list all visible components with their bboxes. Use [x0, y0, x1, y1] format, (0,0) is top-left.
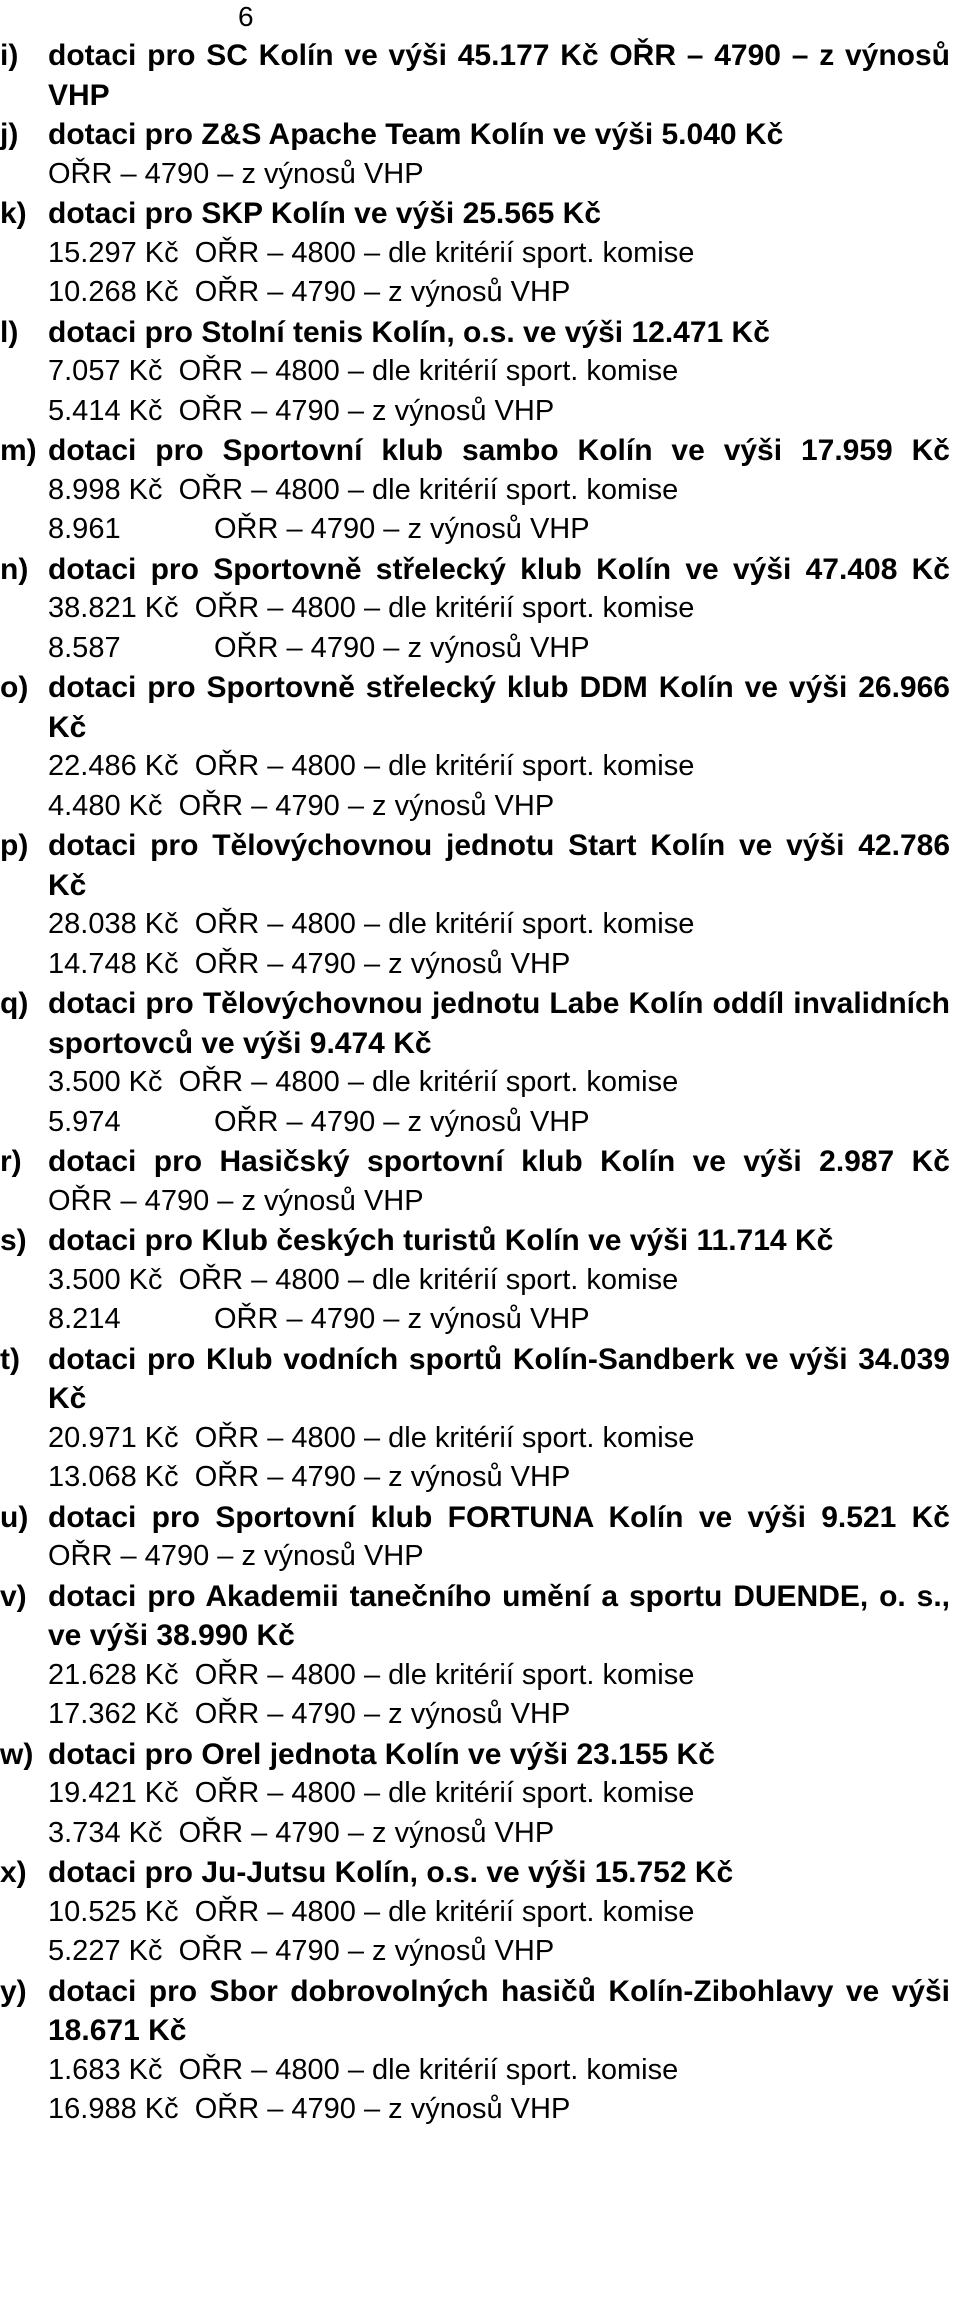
funding-line [0, 589, 960, 629]
funding-source: OŘR – 4790 – z výnosů VHP [194, 2093, 571, 2125]
funding-line [0, 1814, 960, 1854]
funding-source: OŘR – 4800 – dle kritérií sport. komise [178, 355, 679, 387]
funding-source: OŘR – 4800 – dle kritérií sport. komise [178, 2053, 679, 2086]
grant-heading [0, 1340, 960, 1419]
funding-line [0, 1458, 960, 1498]
grant-heading [0, 1221, 960, 1261]
grant-heading-text: dotaci pro Hasičský sportovní klub Kolín ve výši 2.987 Kč [48, 1145, 950, 1178]
grant-heading-text: dotaci pro Klub vodních sportů Kolín-Sandberk ve výši 34.039 Kč [48, 1342, 950, 1415]
funding-source: OŘR – 4790 – z výnosů VHP [194, 947, 571, 980]
funding-amount: 1.683 Kč [48, 2053, 163, 2086]
list-letter: o) [0, 671, 29, 704]
funding-source: OŘR – 4800 – dle kritérií sport. komise [178, 473, 679, 506]
grant-item [0, 1498, 960, 1577]
list-letter: q) [0, 987, 29, 1020]
funding-source: OŘR – 4800 – dle kritérií sport. komise [194, 1658, 695, 1691]
grant-heading-text: dotaci pro Stolní tenis Kolín, o.s. ve výši 12.471 Kč [48, 315, 770, 349]
grant-item [0, 1853, 960, 1972]
funding-line [0, 1695, 960, 1735]
grant-heading-text: dotaci pro Sportovně střelecký klub Kolín ve výši 47.408 Kč [48, 552, 950, 586]
grant-heading [0, 1498, 960, 1538]
funding-amount: 38.821 Kč [48, 592, 179, 624]
funding-line [0, 234, 960, 274]
funding-source: OŘR – 4790 – z výnosů VHP [178, 394, 555, 427]
grant-heading-text: dotaci pro Sportovní klub FORTUNA Kolín ve výši 9.521 Kč [48, 1500, 950, 1534]
funding-source: OŘR – 4790 – z výnosů VHP [48, 1184, 424, 1217]
grant-heading [0, 313, 960, 353]
funding-source: OŘR – 4790 – z výnosů VHP [178, 1935, 555, 1967]
grant-heading [0, 550, 960, 590]
grant-heading [0, 194, 960, 234]
list-letter: k) [0, 197, 27, 230]
grant-item [0, 115, 960, 194]
funding-amount: 15.297 Kč [48, 236, 179, 269]
funding-source: OŘR – 4790 – z výnosů VHP [214, 631, 590, 664]
funding-line [0, 945, 960, 985]
list-letter: l) [0, 315, 19, 349]
funding-amount: 20.971 Kč [48, 1421, 179, 1454]
funding-amount: 5.974 [48, 1105, 121, 1138]
funding-amount: 17.362 Kč [48, 1698, 179, 1730]
funding-source: OŘR – 4790 – z výnosů VHP [214, 1105, 590, 1138]
funding-amount: 21.628 Kč [48, 1658, 179, 1691]
grant-item [0, 194, 960, 313]
grant-heading [0, 36, 960, 115]
funding-line [0, 1300, 960, 1340]
funding-line [0, 155, 960, 195]
funding-source: OŘR – 4800 – dle kritérií sport. komise [178, 1263, 679, 1296]
grant-heading-text: dotaci pro Z&S Apache Team Kolín ve výši 5.040 Kč [48, 118, 784, 151]
grant-heading [0, 984, 960, 1063]
funding-amount: 14.748 Kč [48, 947, 179, 980]
funding-line [0, 352, 960, 392]
grant-heading [0, 668, 960, 747]
funding-line [0, 1182, 960, 1222]
funding-line [0, 1656, 960, 1696]
funding-line [0, 2051, 960, 2091]
list-letter: m) [0, 434, 37, 467]
list-letter: u) [0, 1500, 29, 1534]
grant-item [0, 1577, 960, 1735]
list-letter: x) [0, 1856, 27, 1889]
funding-line [0, 629, 960, 669]
funding-amount: 7.057 Kč [48, 355, 163, 387]
grant-item [0, 1972, 960, 2130]
funding-source: OŘR – 4790 – z výnosů VHP [194, 1461, 571, 1493]
grant-item [0, 668, 960, 826]
funding-line [0, 392, 960, 432]
grant-item [0, 1735, 960, 1854]
grant-item [0, 313, 960, 432]
funding-source: OŘR – 4790 – z výnosů VHP [178, 789, 555, 822]
funding-line [0, 1261, 960, 1301]
list-letter: s) [0, 1224, 27, 1257]
funding-source: OŘR – 4800 – dle kritérií sport. komise [194, 592, 695, 624]
grant-item [0, 1340, 960, 1498]
funding-source: OŘR – 4790 – z výnosů VHP [178, 1816, 555, 1849]
funding-amount: 5.414 Kč [48, 394, 163, 427]
grant-item [0, 826, 960, 984]
grant-heading-text: dotaci pro SKP Kolín ve výši 25.565 Kč [48, 197, 602, 230]
funding-source: OŘR – 4800 – dle kritérií sport. komise [194, 1421, 695, 1454]
funding-line [0, 273, 960, 313]
funding-line [0, 1419, 960, 1459]
list-letter: t) [0, 1342, 20, 1376]
funding-amount: 5.227 Kč [48, 1935, 163, 1967]
funding-amount: 3.734 Kč [48, 1816, 163, 1849]
grant-heading-text: dotaci pro Orel jednota Kolín ve výši 23.155 Kč [48, 1737, 715, 1771]
grant-item [0, 550, 960, 669]
funding-amount: 19.421 Kč [48, 1777, 179, 1809]
grant-item [0, 1142, 960, 1221]
list-letter: y) [0, 1974, 27, 2008]
funding-amount: 3.500 Kč [48, 1263, 163, 1296]
grant-heading [0, 1577, 960, 1656]
grant-heading-text: dotaci pro Tělovýchovnou jednotu Start Kolín ve výši 42.786 Kč [48, 829, 950, 902]
funding-line [0, 1932, 960, 1972]
funding-line [0, 1063, 960, 1103]
funding-amount: 8.961 [48, 513, 121, 545]
list-letter: w) [0, 1737, 34, 1771]
grant-heading [0, 431, 960, 471]
funding-source: OŘR – 4790 – z výnosů VHP [194, 276, 571, 308]
grant-heading [0, 115, 960, 155]
funding-amount: 10.268 Kč [48, 276, 179, 308]
funding-source: OŘR – 4800 – dle kritérií sport. komise [194, 236, 695, 269]
funding-source: OŘR – 4790 – z výnosů VHP [48, 157, 424, 190]
list-letter: n) [0, 552, 29, 586]
grant-heading [0, 826, 960, 905]
funding-amount: 3.500 Kč [48, 1066, 163, 1098]
grant-item [0, 431, 960, 550]
funding-amount: 22.486 Kč [48, 750, 179, 782]
grant-heading-text: dotaci pro Klub českých turistů Kolín ve výši 11.714 Kč [48, 1224, 834, 1257]
funding-line [0, 471, 960, 511]
funding-amount: 8.587 [48, 631, 121, 664]
funding-amount: 8.998 Kč [48, 473, 163, 506]
funding-line [0, 1774, 960, 1814]
funding-amount: 8.214 [48, 1303, 121, 1335]
list-letter: p) [0, 829, 29, 862]
grant-heading [0, 1853, 960, 1893]
grant-heading [0, 1735, 960, 1775]
funding-source: OŘR – 4790 – z výnosů VHP [214, 513, 590, 545]
funding-line [0, 1537, 960, 1577]
grant-heading-text: dotaci pro Sportovně střelecký klub DDM Kolín ve výši 26.966 Kč [48, 671, 950, 744]
grant-heading-text: dotaci pro Sbor dobrovolných hasičů Kolín-Zibohlavy ve výši 18.671 Kč [48, 1974, 950, 2047]
funding-amount: 16.988 Kč [48, 2093, 179, 2125]
grant-heading-text: dotaci pro Tělovýchovnou jednotu Labe Kolín oddíl invalidních sportovců ve výši 9.474 Kč [48, 987, 950, 1060]
grant-heading-text: dotaci pro Akademii tanečního umění a sportu DUENDE, o. s., ve výši 38.990 Kč [48, 1579, 950, 1652]
resolution-item-list [0, 36, 960, 2130]
funding-source: OŘR – 4800 – dle kritérií sport. komise [178, 1066, 679, 1098]
funding-amount: 10.525 Kč [48, 1895, 179, 1928]
funding-amount: 13.068 Kč [48, 1461, 179, 1493]
grant-heading [0, 1972, 960, 2051]
funding-source: OŘR – 4800 – dle kritérií sport. komise [194, 908, 695, 940]
list-letter: r) [0, 1145, 22, 1178]
funding-source: OŘR – 4790 – z výnosů VHP [194, 1698, 571, 1730]
funding-amount: 28.038 Kč [48, 908, 179, 940]
list-letter: i) [0, 39, 19, 72]
grant-heading-text: dotaci pro Sportovní klub sambo Kolín ve výši 17.959 Kč [48, 434, 950, 467]
funding-line [0, 1103, 960, 1143]
funding-line [0, 787, 960, 827]
grant-item [0, 984, 960, 1142]
grant-heading-text: dotaci pro SC Kolín ve výši 45.177 Kč OŘR – 4790 – z výnosů VHP [48, 39, 950, 112]
funding-source: OŘR – 4800 – dle kritérií sport. komise [194, 1895, 695, 1928]
funding-line [0, 747, 960, 787]
list-letter: j) [0, 118, 19, 151]
grant-heading [0, 1142, 960, 1182]
funding-source: OŘR – 4790 – z výnosů VHP [48, 1540, 424, 1572]
funding-line [0, 510, 960, 550]
funding-line [0, 2090, 960, 2130]
list-letter: v) [0, 1579, 27, 1613]
funding-source: OŘR – 4790 – z výnosů VHP [214, 1303, 590, 1335]
funding-amount: 4.480 Kč [48, 789, 163, 822]
funding-line [0, 1893, 960, 1933]
page-number: 6 [238, 1, 254, 32]
grant-item [0, 36, 960, 115]
funding-line [0, 905, 960, 945]
grant-item [0, 1221, 960, 1340]
funding-source: OŘR – 4800 – dle kritérií sport. komise [194, 750, 695, 782]
grant-heading-text: dotaci pro Ju-Jutsu Kolín, o.s. ve výši 15.752 Kč [48, 1856, 734, 1889]
funding-source: OŘR – 4800 – dle kritérií sport. komise [194, 1777, 695, 1809]
